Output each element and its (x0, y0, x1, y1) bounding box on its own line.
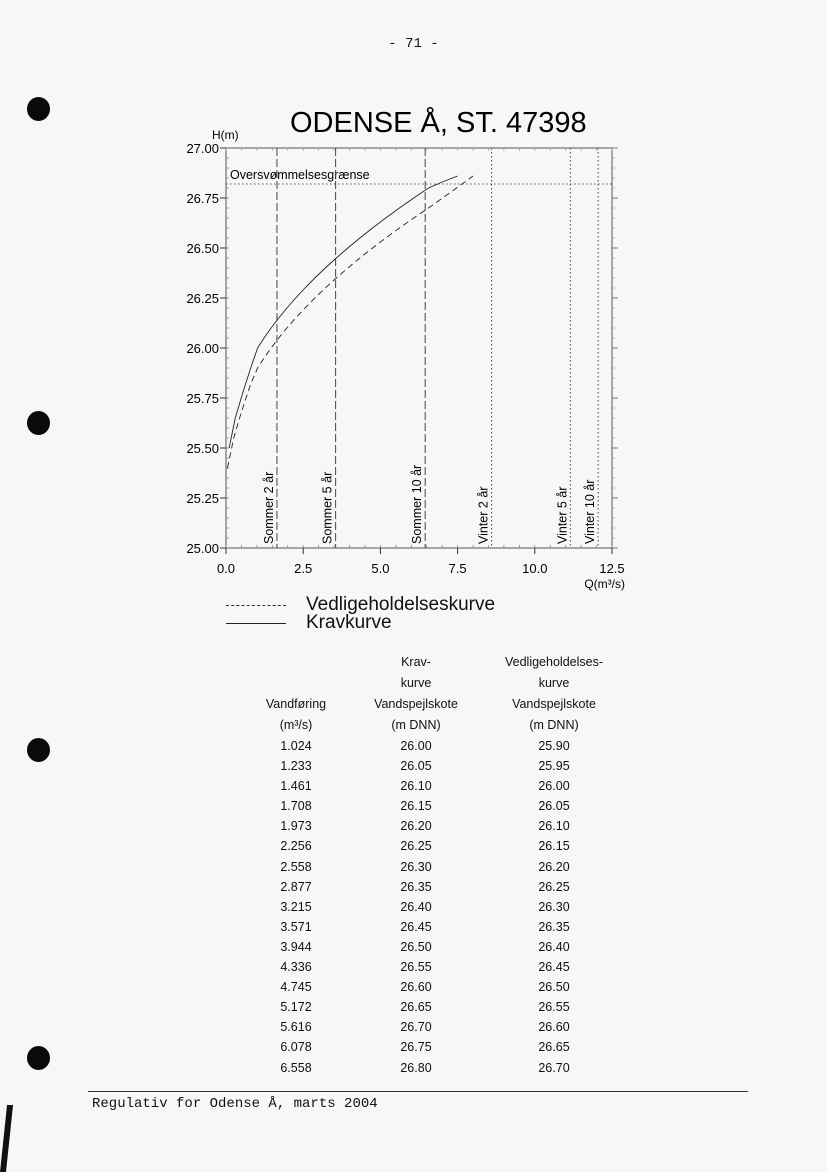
table-header-cell: kurve (538, 676, 570, 690)
table-cell: 26.55 (538, 1000, 570, 1015)
table-header-cell: Vandføring (265, 697, 327, 711)
table-header-cell (240, 652, 352, 673)
table-cell: 26.30 (400, 859, 432, 874)
table-cell: 6.078 (280, 1040, 312, 1055)
y-tick-label: 25.00 (186, 541, 219, 556)
table-header-cell: Vandspejlskote (374, 697, 458, 711)
table-row (240, 877, 628, 897)
table-row (240, 1017, 628, 1037)
table-cell: 1.461 (280, 779, 312, 794)
table-cell: 5.616 (280, 1020, 312, 1035)
table-header-row (240, 694, 628, 715)
table-row (240, 917, 628, 937)
table-cell: 26.50 (400, 939, 432, 954)
reference-line-label: Sommer 2 år (261, 471, 276, 544)
table-cell: 2.877 (280, 879, 312, 894)
table-cell: 26.20 (538, 859, 570, 874)
table-cell: 1.708 (280, 799, 312, 814)
table-cell: 26.15 (538, 839, 570, 854)
table-row (240, 736, 628, 756)
table-cell: 26.60 (400, 980, 432, 995)
table-cell: 2.256 (280, 839, 312, 854)
table-header-row (240, 673, 628, 694)
table-cell: 25.95 (538, 759, 570, 774)
table-cell: 4.336 (280, 960, 312, 975)
table-row (240, 1058, 628, 1078)
table-cell: 26.25 (538, 879, 570, 894)
binder-hole (27, 1046, 50, 1070)
table-header-cell: Vandspejlskote (512, 697, 596, 711)
legend-label: Kravkurve (306, 612, 392, 633)
table-cell: 26.45 (400, 919, 432, 934)
legend-swatch-dashed (226, 605, 286, 606)
series-line (228, 176, 474, 468)
table-row (240, 796, 628, 816)
table-cell: 26.65 (538, 1040, 570, 1055)
table-header-cell: (m³/s) (279, 718, 313, 732)
table-row (240, 776, 628, 796)
footer-rule (88, 1091, 748, 1092)
reference-line-label: Vinter 2 år (476, 486, 491, 544)
table-cell: 4.745 (280, 980, 312, 995)
reference-line-label: Vinter 10 år (583, 479, 598, 544)
footer-text: Regulativ for Odense Å, marts 2004 (92, 1096, 378, 1112)
table-cell: 26.75 (400, 1040, 432, 1055)
table-cell: 26.35 (400, 879, 432, 894)
y-tick-label: 26.25 (186, 291, 219, 306)
x-tick-label: 12.5 (599, 561, 625, 576)
table-header-cell: Vedligeholdelses- (505, 655, 603, 669)
table-cell: 26.10 (538, 819, 570, 834)
reference-line-label: Sommer 10 år (410, 464, 425, 544)
table-cell: 26.30 (538, 899, 570, 914)
table-cell: 26.50 (538, 980, 570, 995)
table-cell: 26.65 (400, 1000, 432, 1015)
table-row (240, 836, 628, 856)
y-tick-label: 25.75 (186, 391, 219, 406)
page-number: - 71 - (388, 36, 439, 52)
table-cell: 26.35 (538, 919, 570, 934)
table-cell: 26.80 (400, 1060, 432, 1075)
table-cell: 26.40 (400, 899, 432, 914)
flood-limit-label: Oversvømmelsesgrænse (230, 168, 370, 182)
table-cell: 26.15 (400, 799, 432, 814)
x-tick-label: 2.5 (294, 561, 313, 576)
y-tick-label: 26.75 (186, 191, 219, 206)
reference-line-label: Sommer 5 år (320, 471, 335, 544)
data-table (240, 652, 628, 1078)
reference-line-label: Vinter 5 år (555, 486, 570, 544)
table-cell: 1.233 (280, 759, 312, 774)
table-header-cell: (m DNN) (391, 718, 441, 732)
table-header-row (240, 652, 628, 673)
table-row (240, 897, 628, 917)
x-axis-label: Q(m³/s) (584, 577, 625, 591)
y-tick-label: 27.00 (186, 141, 219, 156)
table-row (240, 977, 628, 997)
table-cell: 1.973 (280, 819, 312, 834)
y-tick-label: 26.50 (186, 241, 219, 256)
table-header-row (240, 715, 628, 736)
chart-title: ODENSE Å, ST. 47398 (290, 107, 587, 139)
y-tick-label: 26.00 (186, 341, 219, 356)
table-row (240, 997, 628, 1017)
series-line (229, 176, 458, 448)
table-cell: 26.00 (538, 779, 570, 794)
table-header-cell: Krav- (401, 655, 431, 669)
table-cell: 26.10 (400, 779, 432, 794)
table-row (240, 816, 628, 836)
table-header-cell: kurve (400, 676, 432, 690)
table-row (240, 1037, 628, 1057)
x-tick-label: 10.0 (522, 561, 548, 576)
table-cell: 3.571 (280, 919, 312, 934)
table-cell: 26.60 (538, 1020, 570, 1035)
table-cell: 2.558 (280, 859, 312, 874)
table-cell: 26.20 (400, 819, 432, 834)
table-row (240, 937, 628, 957)
table-cell: 25.90 (538, 739, 570, 753)
table-row (240, 756, 628, 776)
table-cell: 3.944 (280, 939, 312, 954)
table-cell: 26.70 (538, 1060, 570, 1075)
table-cell: 26.45 (538, 960, 570, 975)
table-cell: 1.024 (280, 739, 312, 753)
y-tick-label: 25.50 (186, 441, 219, 456)
scan-edge-mark (0, 1105, 13, 1172)
x-tick-label: 7.5 (448, 561, 467, 576)
table-cell: 26.70 (400, 1020, 432, 1035)
binder-hole (27, 738, 50, 762)
table-header-cell (240, 673, 352, 694)
table-cell: 26.25 (400, 839, 432, 854)
table-cell: 6.558 (280, 1060, 312, 1075)
legend-label: Vedligeholdelseskurve (306, 594, 496, 615)
table-cell: 3.215 (280, 899, 312, 914)
table-cell: 26.05 (538, 799, 570, 814)
legend-swatch-solid (226, 623, 286, 624)
table-cell: 26.05 (400, 759, 432, 774)
y-tick-label: 25.25 (186, 491, 219, 506)
table-header-cell: (m DNN) (529, 718, 579, 732)
x-tick-label: 5.0 (371, 561, 390, 576)
table-cell: 26.55 (400, 960, 432, 975)
y-axis-label: H(m) (212, 128, 239, 142)
table-row (240, 857, 628, 877)
table-row (240, 957, 628, 977)
table-cell: 26.00 (400, 739, 432, 753)
table-body (240, 736, 628, 1078)
x-tick-label: 0.0 (216, 561, 236, 576)
table-cell: 26.40 (538, 939, 570, 954)
table-cell: 5.172 (280, 1000, 312, 1015)
